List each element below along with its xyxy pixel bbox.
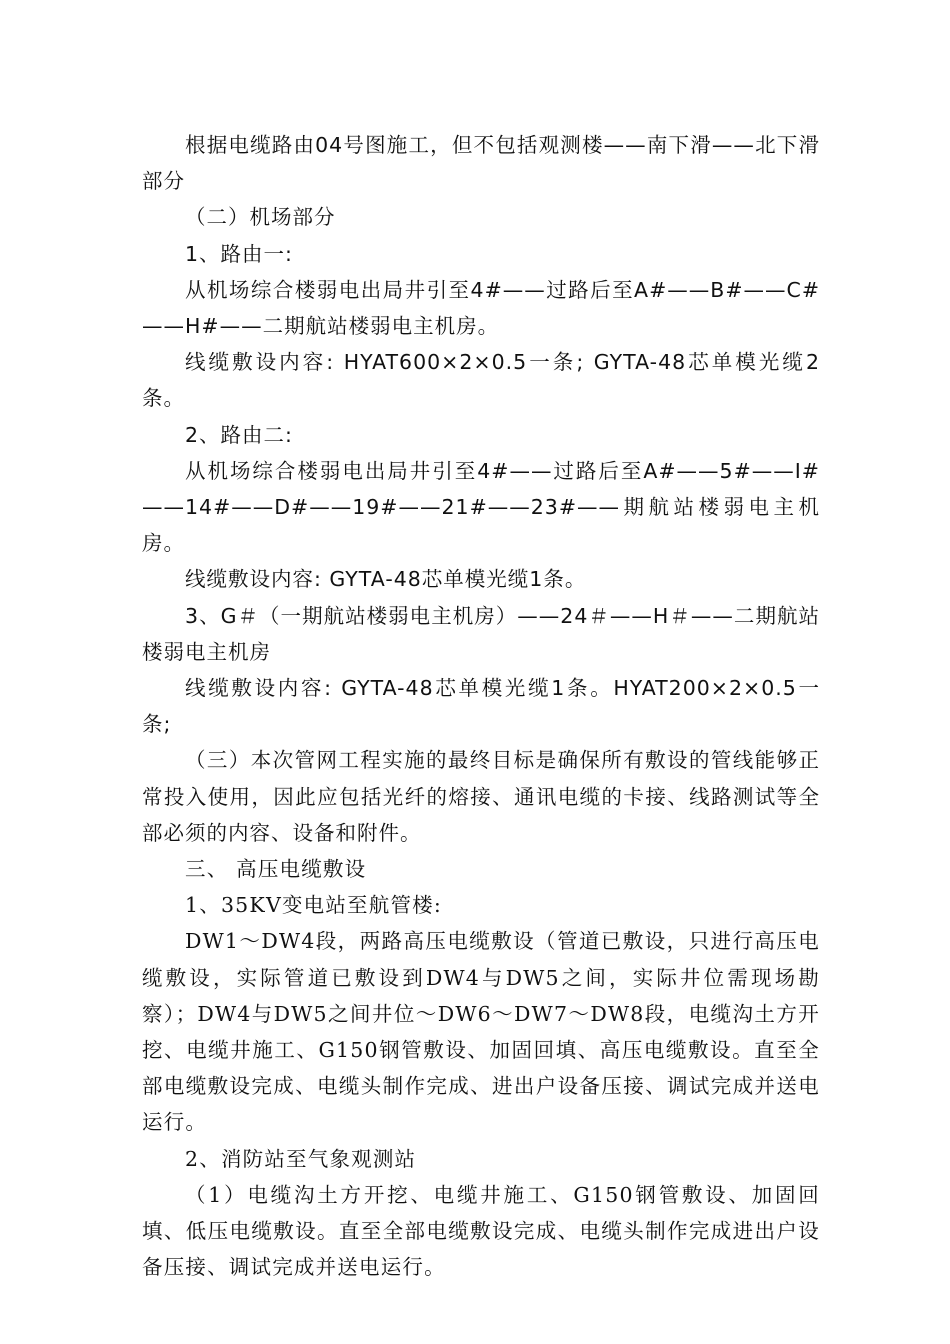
section-goal: （三）本次管网工程实施的最终目标是确保所有敷设的管线能够正常投入使用，因此应包括光纤的熔接、通讯电缆的卡接、线路测试等全部必须的内容、设备和附件。 [142, 748, 820, 845]
route-two-cables: 线缆敷设内容: GYTA-48芯单模光缆1条。 [185, 567, 587, 592]
route-three-path: 3、G＃（一期航站楼弱电主机房）——24＃——H＃——二期航站楼弱电主机房 [142, 603, 820, 664]
section-heading-hv-cable: 三、 高压电缆敷设 [185, 857, 367, 882]
document-body [142, 127, 820, 1286]
paragraph-route-04: 根据电缆路由04号图施工，但不包括观测楼——南下滑——北下滑部分 [142, 133, 820, 194]
route-two-heading: 2、路由二: [185, 422, 293, 447]
route-two-path: 从机场综合楼弱电出局井引至4#——过路后至A#——5#——I#——14#——D#——19#——21#——23#——期航站楼弱电主机房。 [142, 458, 820, 556]
hv-item-one-heading: 1、35KV变电站至航管楼: [185, 893, 442, 918]
route-one-path: 从机场综合楼弱电出局井引至4#——过路后至A#——B#——C#——H#——二期航站楼弱电主机房。 [142, 277, 820, 339]
route-one-heading: 1、路由一: [185, 241, 293, 266]
hv-item-one-body: DW1～DW4段，两路高压电缆敷设（管道已敷设，只进行高压电缆敷设，实际管道已敷设到DW4与DW5之间，实际井位需现场勘察）；DW4与DW5之间井位～DW6～DW7～DW8段，电缆沟土方开挖、电缆井施工、G150钢管敷设、加固回填、高压电缆敷设。直至全部电缆敷设完成、电缆头制作完成、进出户设备压接、调试完成并送电运行。 [142, 929, 820, 1135]
route-one-cables: 线缆敷设内容: HYAT600×2×0.5一条; GYTA-48芯单模光缆2条。 [142, 350, 820, 411]
section-heading-airport: （二）机场部分 [185, 205, 336, 230]
hv-item-two-body: （1）电缆沟土方开挖、电缆井施工、G150钢管敷设、加固回填、低压电缆敷设。直至全部电缆敷设完成、电缆头制作完成进出户设备压接、调试完成并送电运行。 [142, 1182, 820, 1280]
hv-item-two-heading: 2、消防站至气象观测站 [185, 1146, 417, 1171]
route-three-cables: 线缆敷设内容: GYTA-48芯单模光缆1条。HYAT200×2×0.5一条; [142, 676, 820, 737]
